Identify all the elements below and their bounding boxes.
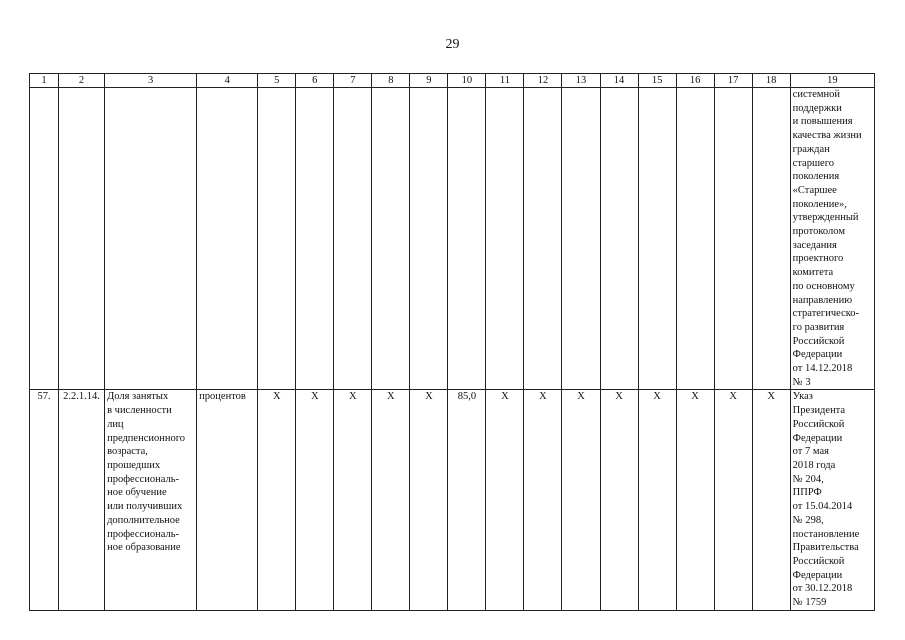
header-cell: 17 <box>714 74 752 88</box>
header-cell: 2 <box>59 74 105 88</box>
header-cell: 5 <box>258 74 296 88</box>
value-cell <box>638 88 676 390</box>
table-row <box>30 88 875 390</box>
header-cell: 4 <box>197 74 258 88</box>
value-cell: X <box>676 390 714 610</box>
source-document-cell: системной поддержки и повышения качества жизни граждан старшего поколения «Старшее поколение», утвержденный протоколом заседания проектного комитета по основному направлению стратегическо- го развития Российской Федерации от 14.12.2018 № 3 <box>790 88 874 390</box>
table-header-row <box>30 74 875 88</box>
code-cell <box>59 88 105 390</box>
header-cell: 14 <box>600 74 638 88</box>
value-cell: X <box>372 390 410 610</box>
value-cell <box>752 88 790 390</box>
row-number-cell: 57. <box>30 390 59 610</box>
header-cell: 13 <box>562 74 600 88</box>
unit-cell: процентов <box>197 390 258 610</box>
header-cell: 1 <box>30 74 59 88</box>
value-cell: X <box>334 390 372 610</box>
value-cell: X <box>524 390 562 610</box>
value-cell <box>258 88 296 390</box>
value-cell: X <box>638 390 676 610</box>
value-cell <box>562 88 600 390</box>
unit-cell <box>197 88 258 390</box>
value-cell <box>334 88 372 390</box>
value-cell: X <box>258 390 296 610</box>
header-cell: 12 <box>524 74 562 88</box>
code-cell: 2.2.1.14. <box>59 390 105 610</box>
value-cell <box>486 88 524 390</box>
header-cell: 15 <box>638 74 676 88</box>
header-cell: 18 <box>752 74 790 88</box>
page-number: 29 <box>445 37 460 52</box>
value-cell <box>714 88 752 390</box>
table-row <box>30 390 875 610</box>
row-number-cell <box>30 88 59 390</box>
source-document-cell: Указ Президента Российской Федерации от 7 мая 2018 года № 204, ППРФ от 15.04.2014 № 298, постановление Правительства Российской Федерации от 30.12.2018 № 1759 <box>790 390 874 610</box>
value-cell: X <box>752 390 790 610</box>
header-cell: 8 <box>372 74 410 88</box>
document-table <box>29 73 875 611</box>
value-cell: X <box>410 390 448 610</box>
header-cell: 7 <box>334 74 372 88</box>
header-cell: 6 <box>296 74 334 88</box>
value-cell: X <box>296 390 334 610</box>
header-cell: 10 <box>448 74 486 88</box>
value-cell <box>410 88 448 390</box>
value-cell: X <box>714 390 752 610</box>
value-cell <box>676 88 714 390</box>
value-cell: X <box>600 390 638 610</box>
header-cell: 19 <box>790 74 874 88</box>
value-cell: X <box>562 390 600 610</box>
value-cell <box>372 88 410 390</box>
value-cell <box>296 88 334 390</box>
header-cell: 16 <box>676 74 714 88</box>
indicator-cell <box>105 88 197 390</box>
value-cell <box>448 88 486 390</box>
header-cell: 9 <box>410 74 448 88</box>
header-cell: 11 <box>486 74 524 88</box>
value-cell <box>524 88 562 390</box>
header-cell: 3 <box>105 74 197 88</box>
value-cell: X <box>486 390 524 610</box>
indicator-cell: Доля занятых в численности лиц предпенсионного возраста, прошедших профессиональ- ное обучение или получивших дополнительное профессиональ- ное образование <box>105 390 197 610</box>
value-cell <box>600 88 638 390</box>
value-cell: 85,0 <box>448 390 486 610</box>
